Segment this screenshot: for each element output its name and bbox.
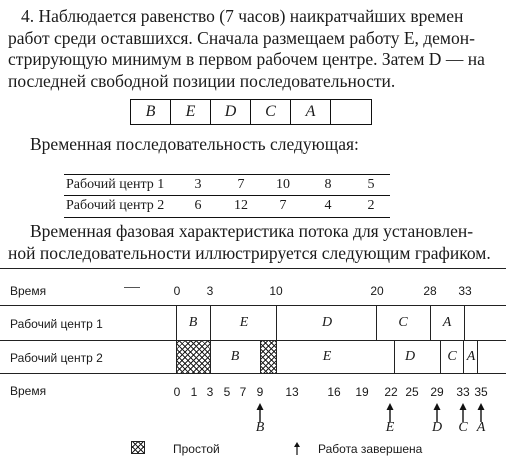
time-tick: 29 [430, 385, 444, 399]
up-arrow-icon [476, 402, 486, 422]
table-cell: 5 [367, 177, 375, 192]
wc1-job: D [321, 315, 333, 330]
table-cell: 7 [237, 177, 245, 192]
time-tick: 3 [206, 385, 214, 399]
row-label: Рабочий центр 1 [66, 177, 165, 192]
text-line: Временная фазовая характеристика потока для установлен- [30, 221, 474, 241]
completed-job: A [476, 420, 486, 435]
time-axis-label: Время [10, 384, 47, 398]
time-tick: 20 [370, 284, 384, 298]
sequence-cell: A [291, 100, 331, 124]
sequence-cell: E [171, 100, 211, 124]
gantt-rule [0, 373, 506, 374]
idle-block [260, 340, 277, 374]
gantt-rule [0, 340, 506, 341]
gantt-chart [0, 268, 506, 464]
wc1-job: E [239, 315, 249, 330]
table-cell: 12 [234, 198, 248, 213]
wc2-job: B [230, 349, 240, 364]
table-cell: 7 [279, 198, 287, 213]
table-cell: 6 [194, 198, 202, 213]
intro-paragraph [8, 6, 500, 92]
time-tick: 5 [223, 385, 231, 399]
done-legend-label: Работа завершена [318, 442, 423, 456]
wc2-job: C [447, 349, 457, 364]
job-sequence [130, 99, 372, 125]
completed-job: D [431, 420, 443, 435]
text-line: работ среди оставшихся. Сначала размещаем работу E, демон- [8, 27, 475, 48]
time-tick: 1 [190, 385, 198, 399]
time-tick: 33 [458, 284, 472, 298]
wc2-label: Рабочий центр 2 [10, 351, 103, 365]
table-cell: 8 [324, 177, 332, 192]
up-arrow-icon [385, 402, 395, 422]
completed-job: C [458, 420, 468, 435]
wc1-job: A [442, 315, 452, 330]
time-tick: 35 [474, 385, 488, 399]
time-tick: 0 [173, 385, 181, 399]
wc1-divider [430, 305, 431, 340]
time-tick: 22 [384, 385, 398, 399]
wc1-label: Рабочий центр 1 [10, 317, 103, 331]
idle-legend-swatch [131, 441, 145, 454]
table-cell: 3 [194, 177, 202, 192]
text-line: ной последовательности иллюстрируется следующим графиком. [8, 242, 491, 263]
up-arrow-icon [292, 441, 302, 455]
time-axis-label: Время [10, 284, 47, 298]
text-line: последней свободной позиции последовательности. [8, 70, 396, 91]
dash-mark [124, 287, 140, 288]
completed-job: B [255, 420, 265, 435]
time-tick: 9 [256, 385, 264, 399]
row-label: Рабочий центр 2 [66, 198, 165, 213]
time-tick: 25 [405, 385, 419, 399]
time-tick: 7 [239, 385, 247, 399]
table-cell: 4 [324, 198, 332, 213]
wc2-job: D [404, 349, 416, 364]
table-cell: 2 [367, 198, 375, 213]
wc2-job: E [322, 349, 332, 364]
wc1-divider [210, 305, 211, 340]
wc1-divider [276, 305, 277, 340]
sequence-cell [331, 100, 371, 124]
wc1-divider [376, 305, 377, 340]
time-tick: 13 [285, 385, 299, 399]
wc1-job: B [188, 315, 198, 330]
time-tick: 28 [423, 284, 437, 298]
text-line: 4. Наблюдается равенство (7 часов) наикратчайших времен [21, 6, 464, 26]
time-tick: 33 [456, 385, 470, 399]
up-arrow-icon [432, 402, 442, 422]
time-tick: 10 [269, 284, 283, 298]
wc1-divider [464, 305, 465, 340]
sequence-cell: C [251, 100, 291, 124]
up-arrow-icon [458, 402, 468, 422]
table-cell: 10 [276, 177, 290, 192]
idle-block [176, 340, 211, 374]
gantt-rule [0, 268, 506, 269]
sequence-cell: B [131, 100, 171, 124]
sequence-caption [8, 134, 500, 156]
time-tick: 0 [173, 284, 181, 298]
idle-legend-label: Простой [173, 442, 220, 456]
time-tick: 3 [206, 284, 214, 298]
text-line: Временная последовательность следующая: [30, 134, 359, 154]
time-tick: 16 [327, 385, 341, 399]
time-tick: 19 [355, 385, 369, 399]
chart-intro-paragraph [8, 221, 500, 264]
text-line: стрирующую минимум в первом рабочем центре. Затем D — на [8, 49, 485, 69]
wc1-job: C [398, 315, 408, 330]
up-arrow-icon [255, 402, 265, 422]
table-rule-bottom [64, 217, 390, 218]
sequence-cell: D [211, 100, 251, 124]
wc2-job: A [466, 349, 476, 364]
completed-job: E [385, 420, 395, 435]
wc2-divider [394, 340, 395, 373]
wc1-divider [176, 305, 177, 340]
